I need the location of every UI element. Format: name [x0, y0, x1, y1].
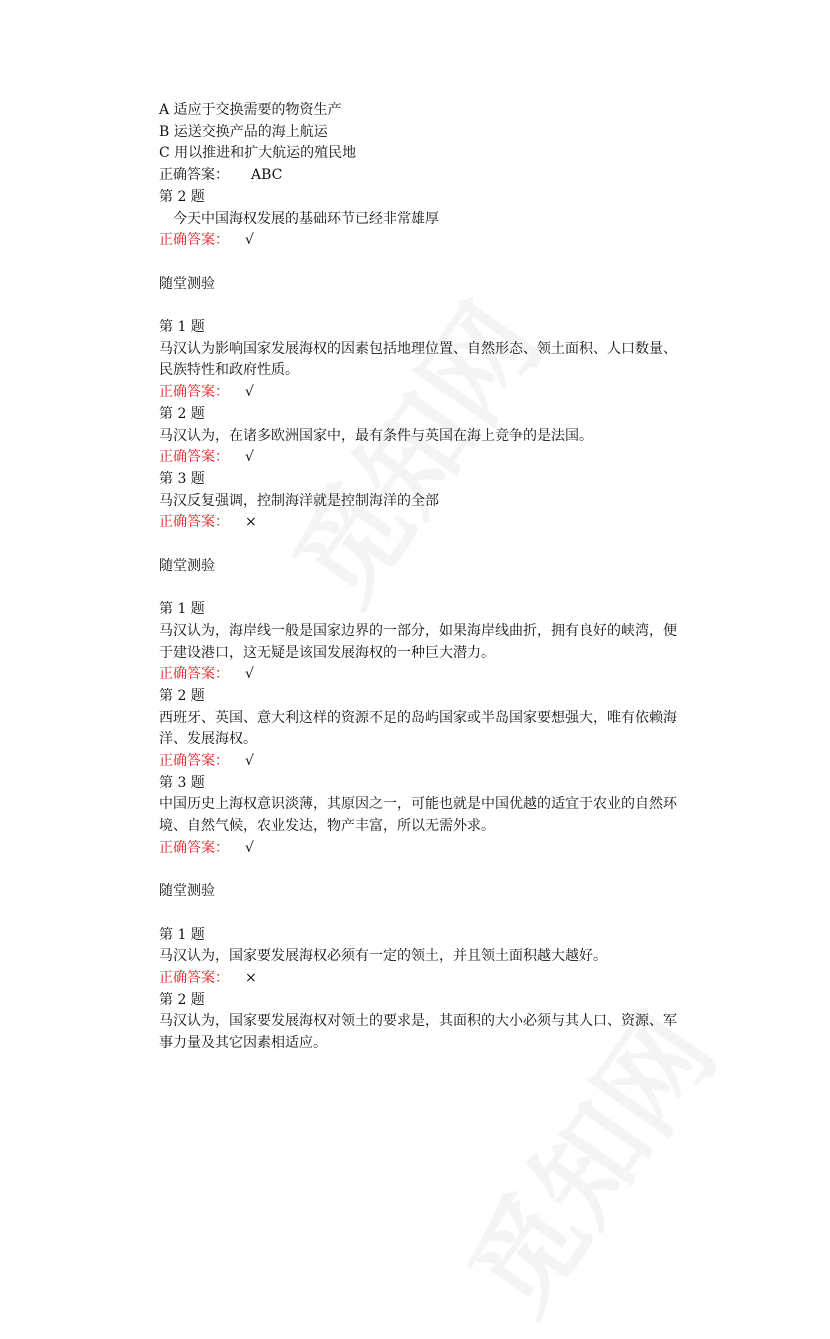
- answer-row: [159, 230, 679, 252]
- question-text: 马汉认为，国家要发展海权必须有一定的领土，并且领土面积越大越好。: [159, 948, 607, 965]
- question-text: 今天中国海权发展的基础环节已经非常雄厚: [173, 210, 439, 227]
- question-title: 第 2 题: [159, 991, 205, 1008]
- question-title: 第 3 题: [159, 470, 205, 487]
- question-text: 马汉认为，国家要发展海权对领土的要求是，其面积的大小必须与其人口、资源、军事力量及其它因素相适应。: [159, 1013, 677, 1052]
- answer-mark: √: [245, 753, 254, 770]
- answer-row: [159, 447, 679, 469]
- question-title: 第 2 题: [159, 687, 205, 704]
- option-a: A 适应于交换需要的物资生产: [159, 102, 342, 118]
- answer-label: 正确答案：: [159, 970, 229, 987]
- answer-row: [159, 512, 679, 534]
- answer-row: [159, 751, 679, 773]
- question-title: 第 1 题: [159, 601, 205, 618]
- question-title: 第 3 题: [159, 774, 205, 791]
- question-title: 第 1 题: [159, 926, 205, 943]
- answer-mark: ×: [245, 970, 257, 987]
- option-b: B 运送交换产品的海上航运: [159, 123, 328, 140]
- question-title: 第 1 题: [159, 319, 205, 335]
- answer-label: 正确答案：: [159, 514, 229, 531]
- section-heading: 随堂测验: [159, 883, 215, 900]
- answer-mark: √: [245, 839, 254, 856]
- answer-row: [159, 664, 679, 686]
- question-text: 马汉认为，在诸多欧洲国家中，最有条件与英国在海上竞争的是法国。: [159, 427, 593, 444]
- answer-label: 正确答案：: [159, 232, 229, 249]
- question-text: 中国历史上海权意识淡薄，其原因之一，可能也就是中国优越的适宜于农业的自然环境、自然气候，农业发达，物产丰富，所以无需外求。: [159, 796, 677, 835]
- answer-mark: √: [245, 666, 254, 683]
- answer-row: [159, 382, 679, 404]
- option-c: C 用以推进和扩大航运的殖民地: [159, 145, 357, 162]
- answer-mark: √: [245, 384, 254, 401]
- question-text: 马汉认为影响国家发展海权的因素包括地理位置、自然形态、领土面积、人口数量、民族特性和政府性质。: [159, 340, 677, 379]
- answer-mark: √: [245, 449, 254, 466]
- answer-value: ABC: [251, 167, 283, 184]
- answer-mark: √: [245, 232, 254, 249]
- answer-label: 正确答案：: [159, 449, 229, 466]
- section-heading: 随堂测验: [159, 275, 215, 292]
- answer-label: 正确答案：: [159, 753, 229, 770]
- answer-row: [159, 838, 679, 860]
- question-text: 马汉反复强调，控制海洋就是控制海洋的全部: [159, 492, 439, 509]
- answer-mark: ×: [245, 514, 257, 531]
- question-title: 第 2 题: [159, 188, 205, 205]
- question-text: 马汉认为，海岸线一般是国家边界的一部分，如果海岸线曲折，拥有良好的峡湾，便于建设港口，这无疑是该国发展海权的一种巨大潜力。: [159, 622, 677, 661]
- answer-row: [159, 968, 679, 990]
- answer-label: 正确答案：: [159, 839, 229, 856]
- question-text: 西班牙、英国、意大利这样的资源不足的岛屿国家或半岛国家要想强大，唯有依赖海洋、发展海权。: [159, 709, 677, 748]
- answer-label: 正确答案：: [159, 666, 229, 683]
- question-title: 第 2 题: [159, 405, 205, 422]
- section-heading: 随堂测验: [159, 557, 215, 574]
- answer-label: 正确答案：: [159, 384, 229, 401]
- answer-row: [159, 165, 679, 187]
- document-content: [159, 100, 679, 1055]
- answer-label: 正确答案：: [159, 167, 229, 184]
